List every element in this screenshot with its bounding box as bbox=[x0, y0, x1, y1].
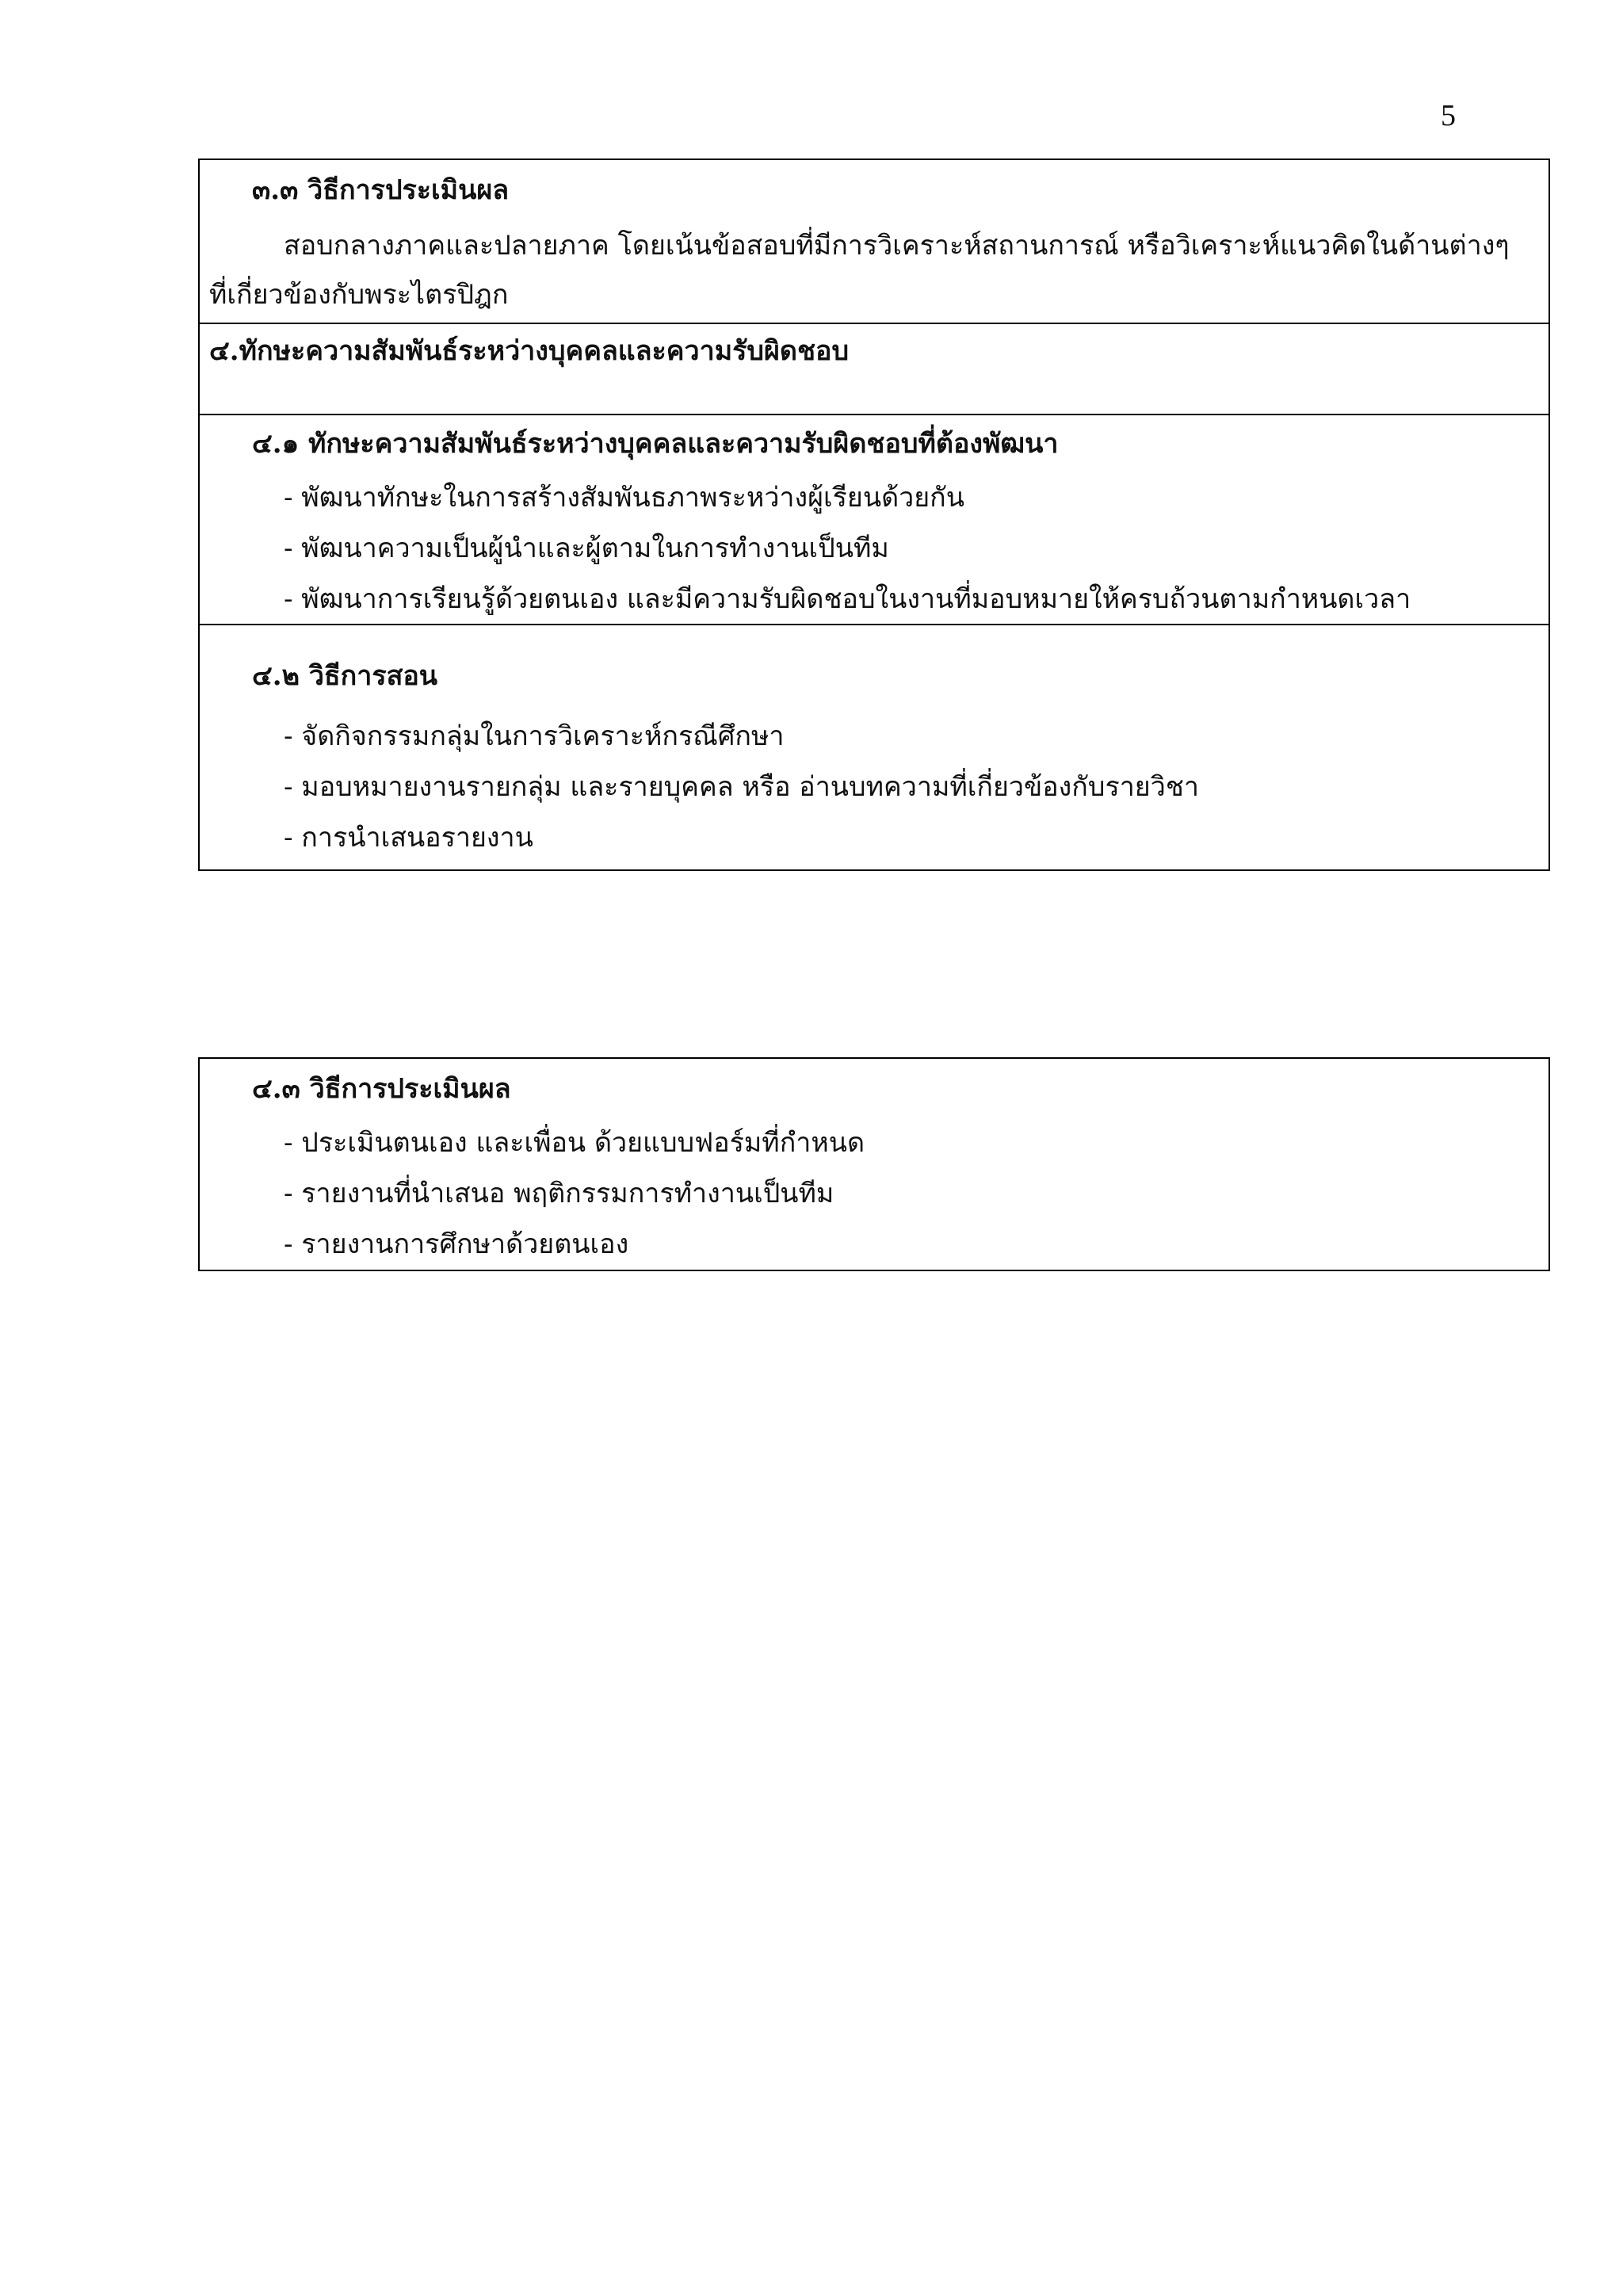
section-4-heading: ๔.ทักษะความสัมพันธ์ระหว่างบุคคลและความรับผิดชอบ bbox=[209, 335, 850, 367]
section-4-3-item: - รายงานการศึกษาด้วยตนเอง bbox=[284, 1228, 629, 1260]
course-table-part-2 bbox=[198, 1057, 1550, 1271]
section-4-2-item: - มอบหมายงานรายกลุ่ม และรายบุคคล หรือ อ่านบทความที่เกี่ยวข้องกับรายวิชา bbox=[284, 771, 1199, 803]
section-4-1-item: - พัฒนาการเรียนรู้ด้วยตนเอง และมีความรับผิดชอบในงานที่มอบหมายให้ครบถ้วนตามกำหนดเวลา bbox=[284, 583, 1411, 615]
course-table-part-1 bbox=[198, 159, 1550, 871]
section-3-3-text-line-2: ที่เกี่ยวข้องกับพระไตรปิฎก bbox=[209, 279, 509, 311]
section-4-1-cell bbox=[200, 414, 1549, 624]
section-4-3-item: - ประเมินตนเอง และเพื่อน ด้วยแบบฟอร์มที่กำหนด bbox=[284, 1127, 865, 1159]
section-4-3-heading: ๔.๓ วิธีการประเมินผล bbox=[252, 1073, 511, 1105]
section-4-1-item: - พัฒนาความเป็นผู้นำและผู้ตามในการทำงานเป็นทีม bbox=[284, 533, 889, 564]
page-number: 5 bbox=[1441, 99, 1456, 132]
section-4-1-item: - พัฒนาทักษะในการสร้างสัมพันธภาพระหว่างผู้เรียนด้วยกัน bbox=[284, 482, 965, 514]
section-4-1-heading: ๔.๑ ทักษะความสัมพันธ์ระหว่างบุคคลและความรับผิดชอบที่ต้องพัฒนา bbox=[252, 428, 1059, 460]
section-3-3-cell bbox=[200, 160, 1549, 323]
section-4-cell bbox=[200, 323, 1549, 414]
section-4-2-item: - การนำเสนอรายงาน bbox=[284, 822, 533, 854]
section-4-2-cell bbox=[200, 624, 1549, 873]
section-4-3-item: - รายงานที่นำเสนอ พฤติกรรมการทำงานเป็นทีม bbox=[284, 1178, 834, 1209]
section-3-3-heading: ๓.๓ วิธีการประเมินผล bbox=[252, 174, 510, 206]
section-3-3-text-line-1: สอบกลางภาคและปลายภาค โดยเน้นข้อสอบที่มีการวิเคราะห์สถานการณ์ หรือวิเคราะห์แนวคิดในด้านต่างๆ bbox=[284, 230, 1510, 262]
section-4-3-cell bbox=[200, 1059, 1549, 1273]
section-4-2-heading: ๔.๒ วิธีการสอน bbox=[252, 660, 438, 692]
section-4-2-item: - จัดกิจกรรมกลุ่มในการวิเคราะห์กรณีศึกษา bbox=[284, 720, 785, 752]
